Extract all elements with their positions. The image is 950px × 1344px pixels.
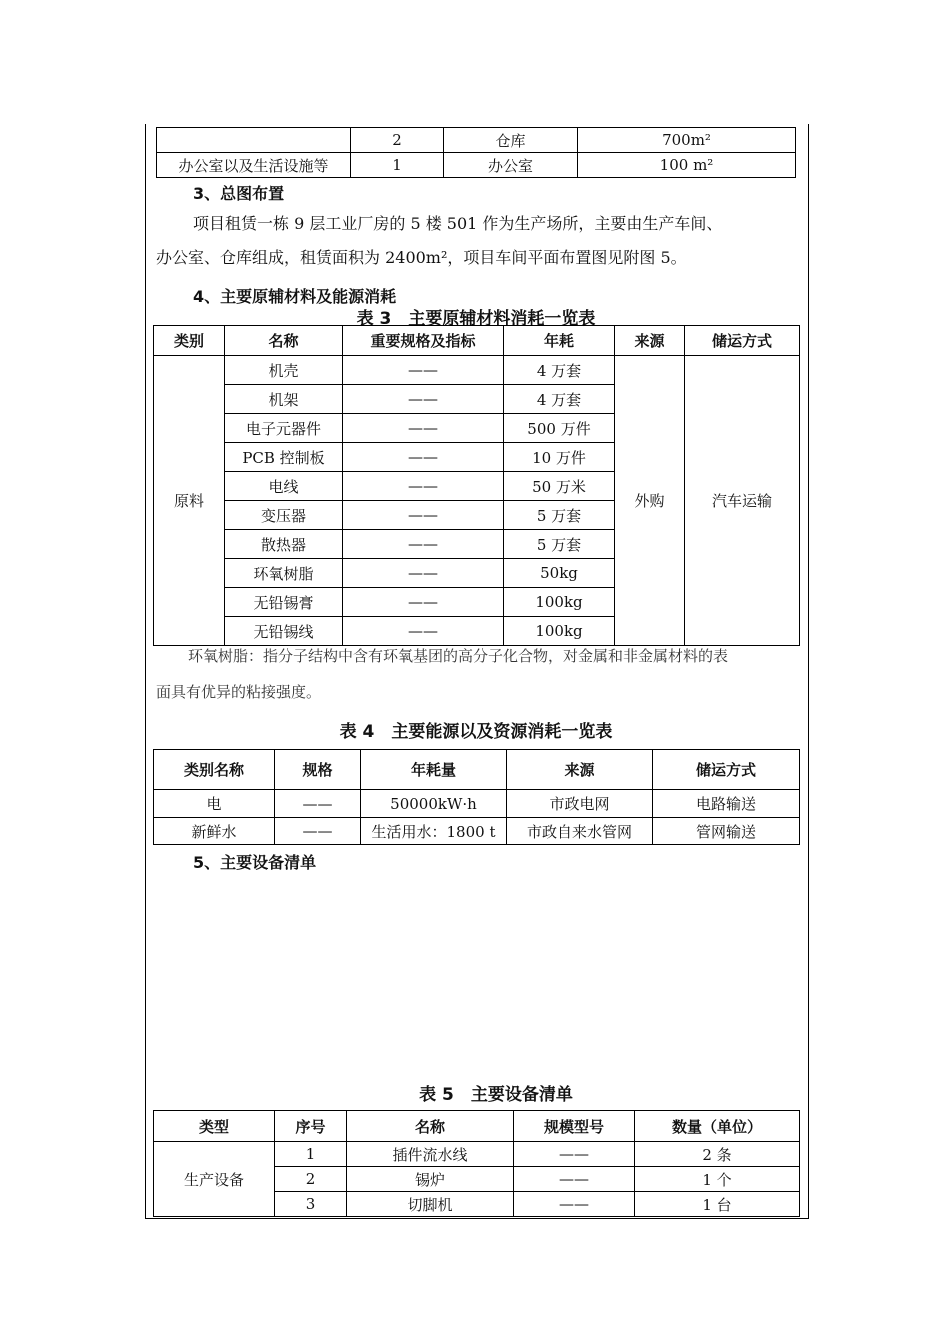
table-cell: 3: [275, 1192, 347, 1217]
table-cell: 办公室: [444, 153, 578, 178]
table-cell: ——: [343, 414, 504, 443]
column-header: 年耗: [504, 326, 615, 356]
column-header: 规格: [275, 750, 361, 790]
paragraph-line: 项目租赁一栋 9 层工业厂房的 5 楼 501 作为生产场所，主要由生产车间、: [193, 214, 723, 233]
column-header: 来源: [507, 750, 653, 790]
table-cell: 1: [275, 1142, 347, 1167]
column-header: 年耗量: [361, 750, 507, 790]
table-cell: ——: [343, 443, 504, 472]
table-cell: 环氧树脂: [225, 559, 343, 588]
column-header: 名称: [347, 1111, 514, 1142]
column-header: 储运方式: [685, 326, 800, 356]
note-line: 面具有优异的粘接强度。: [156, 683, 322, 701]
table-cell: ——: [343, 472, 504, 501]
table-cell: ——: [343, 617, 504, 646]
table-cell: PCB 控制板: [225, 443, 343, 472]
table-cell: 管网输送: [653, 818, 800, 845]
table-cell: 机壳: [225, 356, 343, 385]
table-cell: 2: [275, 1167, 347, 1192]
column-header: 类别名称: [154, 750, 275, 790]
table-cell: 生活用水：1800 t: [361, 818, 507, 845]
paragraph-line: 办公室、仓库组成，租赁面积为 2400m²，项目车间平面布置图见附图 5。: [156, 248, 687, 267]
section-heading: 4、主要原辅材料及能源消耗: [193, 287, 397, 306]
table-cell: ——: [275, 790, 361, 818]
table-cell: ——: [343, 385, 504, 414]
table-cell: ——: [343, 588, 504, 617]
area-table: [156, 127, 796, 178]
table-caption: 表 4 主要能源以及资源消耗一览表: [339, 722, 613, 742]
column-header: 规模型号: [514, 1111, 635, 1142]
table-cell: ——: [343, 501, 504, 530]
table-cell: 50 万米: [504, 472, 615, 501]
table-cell: 插件流水线: [347, 1142, 514, 1167]
table-cell: ——: [343, 356, 504, 385]
column-header: 数量（单位）: [635, 1111, 800, 1142]
table-cell: 2: [351, 128, 444, 153]
section-heading: 5、主要设备清单: [193, 853, 317, 872]
table-cell: 变压器: [225, 501, 343, 530]
column-header: 来源: [615, 326, 685, 356]
table-cell: 5 万套: [504, 530, 615, 559]
table-caption: 表 5 主要设备清单: [419, 1085, 573, 1105]
transport-cell: 汽车运输: [685, 356, 800, 646]
table-cell: 机架: [225, 385, 343, 414]
table-cell: 锡炉: [347, 1167, 514, 1192]
table-cell: 1 台: [635, 1192, 800, 1217]
table-caption: 表 3 主要原辅材料消耗一览表: [356, 309, 596, 329]
column-header: 类型: [154, 1111, 275, 1142]
table-cell: 10 万件: [504, 443, 615, 472]
table-cell: 办公室以及生活设施等: [157, 153, 351, 178]
table-cell: 无铅锡膏: [225, 588, 343, 617]
column-header: 名称: [225, 326, 343, 356]
table-cell: ——: [343, 530, 504, 559]
table-cell: 散热器: [225, 530, 343, 559]
table-cell: 市政自来水管网: [507, 818, 653, 845]
table-cell: ——: [514, 1167, 635, 1192]
column-header: 序号: [275, 1111, 347, 1142]
table-cell: 1: [351, 153, 444, 178]
table-cell: 4 万套: [504, 385, 615, 414]
source-cell: 外购: [615, 356, 685, 646]
table-cell: 50000kW·h: [361, 790, 507, 818]
category-cell: 生产设备: [154, 1142, 275, 1217]
materials-table: [153, 325, 800, 646]
table-cell: ——: [275, 818, 361, 845]
table-cell: 50kg: [504, 559, 615, 588]
table-cell: 电: [154, 790, 275, 818]
table-cell: 电线: [225, 472, 343, 501]
table-cell: 1 个: [635, 1167, 800, 1192]
table-cell: 新鲜水: [154, 818, 275, 845]
table-cell: 100kg: [504, 588, 615, 617]
section-heading: 3、总图布置: [193, 184, 285, 203]
column-header: 重要规格及指标: [343, 326, 504, 356]
table-cell: 电子元器件: [225, 414, 343, 443]
table-cell: 100 m²: [578, 153, 796, 178]
table-cell: 5 万套: [504, 501, 615, 530]
table-cell: 仓库: [444, 128, 578, 153]
table-cell: [157, 128, 351, 153]
column-header: 储运方式: [653, 750, 800, 790]
table-cell: ——: [343, 559, 504, 588]
energy-table: [153, 749, 800, 845]
category-cell: 原料: [154, 356, 225, 646]
note-line: 环氧树脂：指分子结构中含有环氧基团的高分子化合物，对金属和非金属材料的表: [188, 647, 729, 665]
table-cell: 700m²: [578, 128, 796, 153]
table-cell: 无铅锡线: [225, 617, 343, 646]
column-header: 类别: [154, 326, 225, 356]
table-cell: ——: [514, 1192, 635, 1217]
table-cell: 100kg: [504, 617, 615, 646]
table-cell: 切脚机: [347, 1192, 514, 1217]
table-cell: 电路输送: [653, 790, 800, 818]
table-cell: 500 万件: [504, 414, 615, 443]
table-cell: 2 条: [635, 1142, 800, 1167]
equipment-table: [153, 1110, 800, 1217]
table-cell: ——: [514, 1142, 635, 1167]
table-cell: 市政电网: [507, 790, 653, 818]
table-cell: 4 万套: [504, 356, 615, 385]
